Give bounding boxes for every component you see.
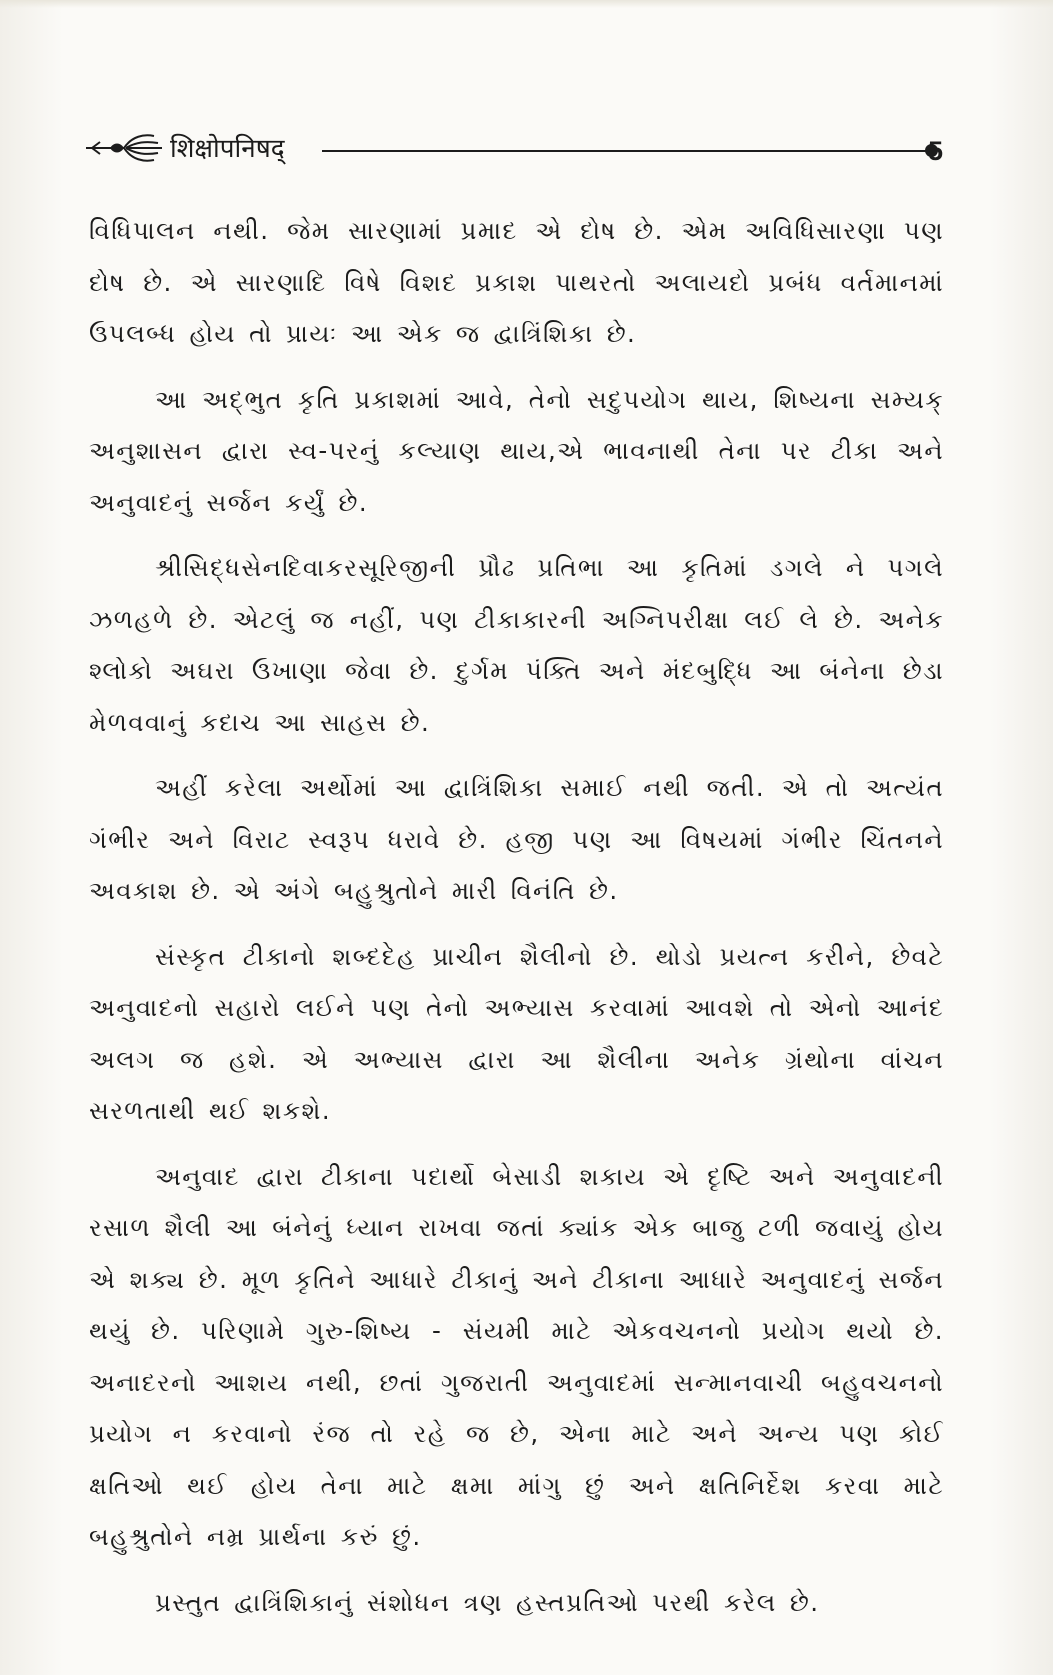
scan-edge-shadow	[0, 0, 1053, 8]
header-rule	[322, 150, 934, 152]
flourish-icon	[84, 132, 164, 164]
page-number: 5	[928, 136, 944, 166]
paragraph: વિધિપાલન નથી. જેમ સારણામાં પ્રમાદ એ દોષ છે. એમ અવિધિસારણા પણ દોષ છે. એ સારણાદિ વિષે વિશદ પ્રકાશ પાથરતો અલાયદો પ્રબંધ વર્તમાનમાં ઉપલબ્ધ હોય તો પ્રાયઃ આ એક જ દ્વાત્રિંશિકા છે.	[89, 216, 944, 348]
running-header	[84, 126, 954, 176]
paragraph: અહીં કરેલા અર્થોમાં આ દ્વાત્રિંશિકા સમાઈ નથી જતી. એ તો અત્યંત ગંભીર અને વિરાટ સ્વરૂપ ધરાવે છે. હજી પણ આ વિષયમાં ગંભીર ચિંતનને અવકાશ છે. એ અંગે બહુશ્રુતોને મારી વિનંતિ છે.	[89, 773, 944, 905]
paragraph: આ અદ્ભુત કૃતિ પ્રકાશમાં આવે, તેનો સદુપયોગ થાય, શિષ્યના સમ્યક્ અનુશાસન દ્વારા સ્વ-પરનું કલ્યાણ થાય,એ ભાવનાથી તેના પર ટીકા અને અનુવાદનું સર્જન કર્યું છે.	[89, 384, 944, 517]
paragraph: સંસ્કૃત ટીકાનો શબ્દદેહ પ્રાચીન શૈલીનો છે. થોડો પ્રયત્ન કરીને, છેવટે અનુવાદનો સહારો લઈને પણ તેનો અભ્યાસ કરવામાં આવશે તો એનો આનંદ અલગ જ હશે. એ અભ્યાસ દ્વારા આ શૈલીના અનેક ગ્રંથોના વાંચન સરળતાથી થઈ શકશે.	[89, 941, 944, 1125]
paragraph: અનુવાદ દ્વારા ટીકાના પદાર્થો બેસાડી શકાય એ દૃષ્ટિ અને અનુવાદની રસાળ શૈલી આ બંનેનું ધ્યાન રાખવા જતાં ક્યાંક એક બાજુ ટળી જવાયું હોય એ શક્ય છે. મૂળ કૃતિને આધારે ટીકાનું અને ટીકાના આધારે અનુવાદનું સર્જન થયું છે. પરિણામે ગુરુ-શિષ્ય - સંયમી માટે એકવચનનો પ્રયોગ થયો છે. અનાદરનો આશય નથી, છતાં ગુજરાતી અનુવાદમાં સન્માનવાચી બહુવચનનો પ્રયોગ ન કરવાનો રંજ તો રહે જ છે, એના માટે અને અન્ય પણ કોઈ ક્ષતિઓ થઈ હોય તેના માટે ક્ષમા માંગુ છું અને ક્ષતિનિર્દેશ કરવા માટે બહુશ્રુતોને નમ્ર પ્રાર્થના કરું છું.	[89, 1161, 944, 1551]
body-text	[89, 205, 944, 1642]
paragraph: શ્રીસિદ્ધસેનદિવાકરસૂરિજીની પ્રૌઢ પ્રતિભા આ કૃતિમાં ડગલે ને પગલે ઝળહળે છે. એટલું જ નહીં, પણ ટીકાકારની અગ્નિપરીક્ષા લઈ લે છે. અનેક શ્લોકો અઘરા ઉખાણા જેવા છે. દુર્ગમ પંક્તિ અને મંદબુદ્ધિ આ બંનેના છેડા મેળવવાનું કદાચ આ સાહસ છે.	[89, 553, 944, 737]
running-title: शिक्षोपनिषद्	[170, 134, 285, 164]
paragraph: પ્રસ્તુત દ્વાત્રિંશિકાનું સંશોધન ત્રણ હસ્તપ્રતિઓ પરથી કરેલ છે.	[155, 1587, 820, 1617]
